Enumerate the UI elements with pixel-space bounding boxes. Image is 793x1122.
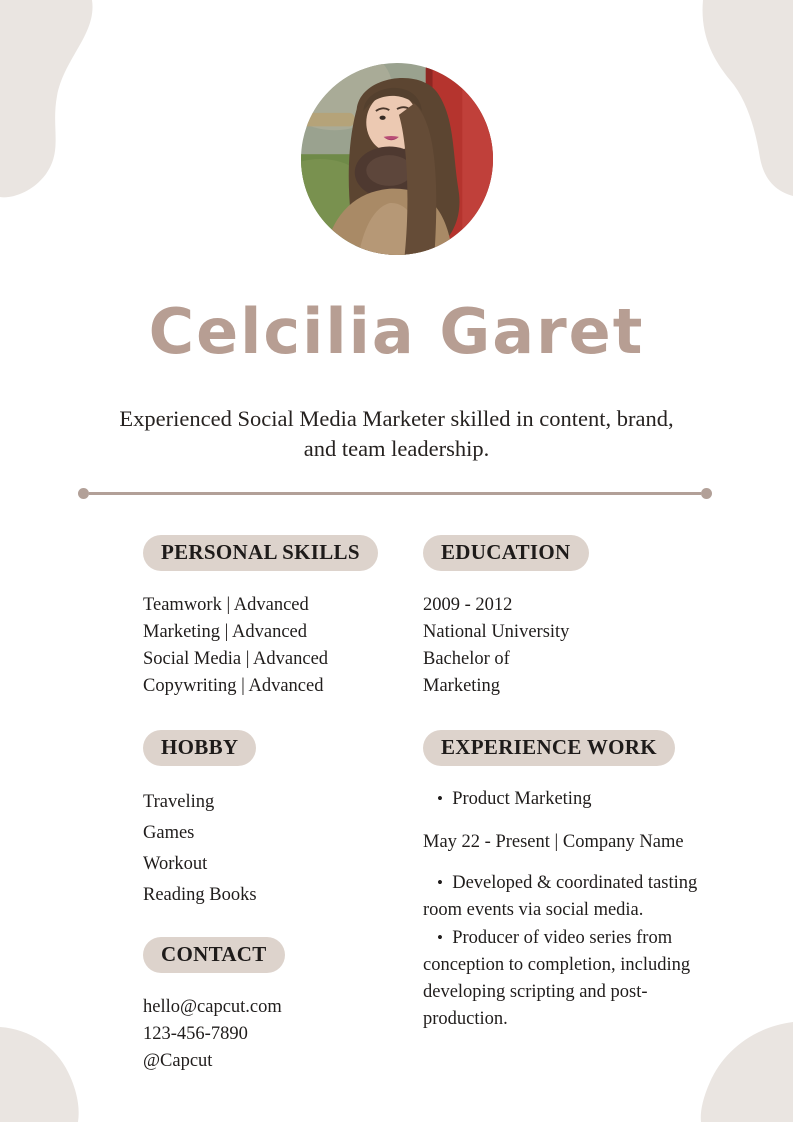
divider-dot-left bbox=[78, 488, 89, 499]
section-hobby bbox=[143, 730, 395, 911]
personal-skills-list bbox=[143, 592, 395, 700]
skill-item: Social Media | Advanced bbox=[143, 649, 329, 669]
hobby-item: Reading Books bbox=[143, 885, 257, 905]
bullet-icon: • bbox=[437, 928, 443, 947]
experience-bullet-text: Producer of video series from conception to completion, including developing scripting and post-production. bbox=[423, 928, 691, 1029]
contact-phone: 123-456-7890 bbox=[143, 1024, 248, 1044]
divider-dot-right bbox=[701, 488, 712, 499]
section-experience bbox=[423, 730, 715, 1033]
right-column bbox=[423, 535, 715, 1033]
experience-bullet bbox=[423, 869, 715, 924]
person-name: Celcilia Garet bbox=[148, 295, 645, 368]
experience-bullet-text: Developed & coordinated tasting room events via social media. bbox=[423, 873, 698, 920]
experience-bullet-list bbox=[423, 869, 715, 1033]
profile-photo-illustration bbox=[301, 63, 493, 255]
experience-role-text: Product Marketing bbox=[452, 789, 592, 809]
education-school: National University bbox=[423, 622, 570, 642]
education-years: 2009 - 2012 bbox=[423, 595, 513, 615]
tagline: Experienced Social Media Marketer skilled in content, brand, and team leadership. bbox=[119, 406, 674, 462]
contact-handle: @Capcut bbox=[143, 1051, 213, 1071]
education-degree-line2: Marketing bbox=[423, 676, 501, 696]
hobby-heading: HOBBY bbox=[143, 730, 256, 766]
divider-line bbox=[78, 487, 712, 499]
experience-bullet bbox=[423, 924, 715, 1033]
section-personal-skills bbox=[143, 535, 395, 700]
education-list bbox=[423, 592, 715, 700]
contact-list bbox=[143, 994, 395, 1075]
section-education bbox=[423, 535, 715, 700]
hobby-item: Workout bbox=[143, 854, 208, 874]
experience-heading: EXPERIENCE WORK bbox=[423, 730, 675, 766]
left-column bbox=[143, 535, 395, 1075]
bullet-icon: • bbox=[437, 789, 443, 808]
hobby-list bbox=[143, 787, 395, 911]
section-contact bbox=[143, 937, 395, 1075]
experience-period: May 22 - Present | Company Name bbox=[423, 832, 684, 852]
skill-item: Marketing | Advanced bbox=[143, 622, 307, 642]
education-degree-line1: Bachelor of bbox=[423, 649, 510, 669]
personal-skills-heading: PERSONAL SKILLS bbox=[143, 535, 378, 571]
hobby-item: Games bbox=[143, 823, 195, 843]
bullet-icon: • bbox=[437, 873, 443, 892]
skill-item: Copywriting | Advanced bbox=[143, 676, 324, 696]
corner-blob-top-left bbox=[0, 0, 100, 200]
divider-rule bbox=[89, 492, 701, 495]
corner-blob-top-right bbox=[698, 0, 793, 200]
contact-heading: CONTACT bbox=[143, 937, 285, 973]
profile-photo bbox=[301, 63, 493, 255]
contact-email: hello@capcut.com bbox=[143, 997, 282, 1017]
corner-blob-bottom-left bbox=[0, 1027, 90, 1122]
corner-blob-bottom-right bbox=[698, 1022, 793, 1122]
skill-item: Teamwork | Advanced bbox=[143, 595, 309, 615]
education-heading: EDUCATION bbox=[423, 535, 589, 571]
hobby-item: Traveling bbox=[143, 792, 215, 812]
experience-role bbox=[423, 785, 715, 813]
